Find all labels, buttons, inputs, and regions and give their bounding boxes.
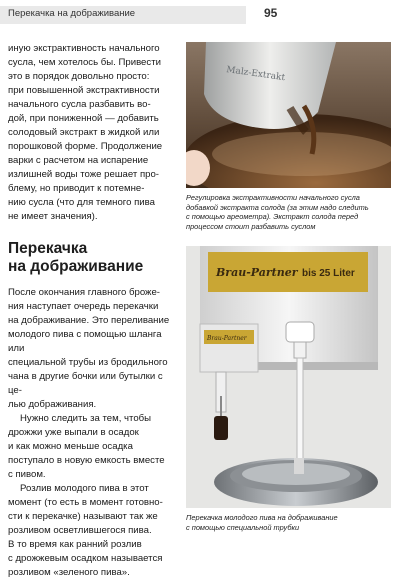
body-paragraph: Розлив молодого пива в этот момент (то есть в момент готовно- сти к перекачке) называют так же розливом осветлившегося пива. В то время как ранний розлив с дрожжевым осадком называется розливом «зеленого пива».	[8, 483, 163, 578]
body-paragraph: Нужно следить за тем, чтобы дрожжи уже выпали в осадок и как можно меньше осадка поступало в новую емкость вместе с пивом.	[8, 413, 165, 480]
header-title: Перекачка на дображивание	[8, 8, 136, 19]
photo-caption-bottom: Перекачка молодого пива на дображивание с помощью специальной трубки	[186, 513, 338, 532]
volume-label: bis 25 Liter	[302, 268, 355, 279]
section-body	[8, 286, 176, 580]
photo-racking-beer	[186, 246, 391, 508]
section-heading: Перекачка на дображивание	[8, 240, 144, 275]
photo-racking-beer-illustration	[186, 246, 391, 508]
top-paragraph-block	[8, 42, 176, 224]
racking-tube	[297, 358, 303, 468]
photo-caption-top: Регулировка экстрактивности начального сусла добавкой экстракта солода (за этим надо следить с помощью ареометра). Экстракт солода перед процессом стоит разбавить суслом	[186, 193, 369, 231]
body-paragraph: После окончания главного броже- ния наступает очередь перекачки на дображивание. Это переливание молодого пива с помощью шланга или специальной трубы из бродильного чана в другие бочки или бутылки с це- лью дображивания.	[8, 287, 170, 410]
bottle-shape	[214, 416, 228, 440]
body-paragraph: иную экстрактивность начального сусла, чем хотелось бы. Привести это в порядок довольно просто: при повышенной экстрактивности начального сусла разбавить во- дой, при пониженной — добавить солодовый экстракт в жидкой или порошковой форме. Продолжение варки с расчетом на испарение излишней воды тоже решает про- блему, но приводит к потемне- нию сусла (что для темного пива не имеет значения).	[8, 43, 163, 222]
page-number: 95	[264, 6, 278, 20]
page-header	[0, 0, 400, 30]
tap-icon	[286, 322, 314, 342]
brand-name: Brau-Partner	[216, 266, 298, 279]
pot-label: Malz-Extrakt	[225, 65, 286, 84]
photo-pouring-extract	[186, 42, 391, 188]
inset-brand-name: Brau-Partner	[207, 335, 247, 342]
photo-pouring-extract-illustration	[186, 42, 391, 188]
